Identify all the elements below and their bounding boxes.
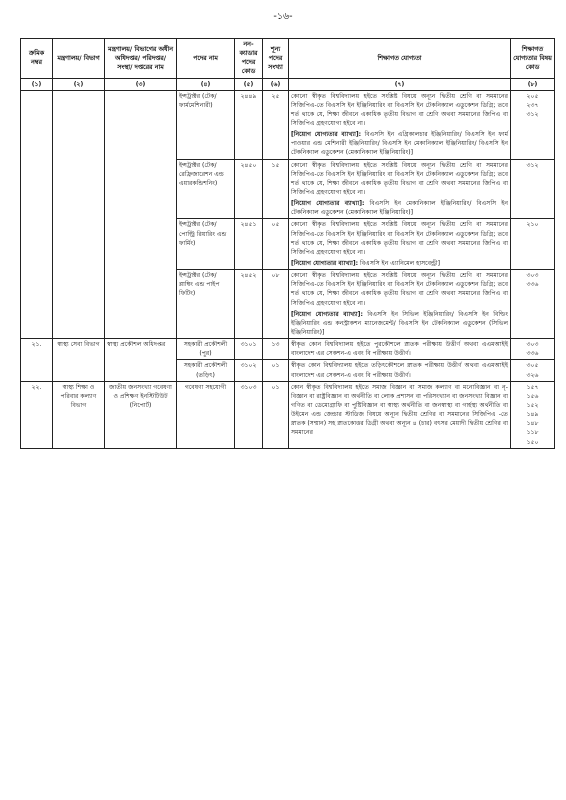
post-code: ৩১০১ (235, 339, 263, 360)
ministry-name: স্বাস্থ্য সেবা বিভাগ (53, 339, 105, 382)
subject-codes (511, 339, 555, 360)
header-serial: ক্রমিক নম্বর (21, 39, 53, 79)
qualification (289, 270, 511, 339)
qualification-text: স্বীকৃত কোন বিশ্ববিদ্যালয় হইতে তড়িৎকৌশলে স্নাতক পরীক্ষায় উত্তীর্ণ অথবা এএমআইই বাংলাদেশ এর সেকশন-এ এবং বি পরীক্ষায় উত্তীর্ণ। (291, 362, 508, 379)
subject-code: ৩২৬ (526, 371, 539, 379)
office-name: স্বাস্থ্য প্রকৌশল অধিদপ্তর (105, 339, 177, 382)
post-code: ৩১০২ (235, 360, 263, 381)
note-text: বিএসসি ইন মেকানিক্যাল ইঞ্জিনিয়ারিং/ বিএসসি ইন টেকনিক্যাল এডুকেশন (মেকানিক্যাল ইঞ্জিনিয়ারিং)] (291, 200, 508, 217)
subject-code: ৩১২ (526, 110, 539, 118)
subject-codes (511, 90, 555, 159)
qualification-text: স্বীকৃত কোন বিশ্ববিদ্যালয় হইতে পুরকৌশলে স্নাতক পরীক্ষায় উত্তীর্ণ অথবা এএমআইই বাংলাদেশ এর সেকশন-এ এবং বি পরীক্ষায় উত্তীর্ণ। (291, 341, 508, 358)
serial-number: ২২. (21, 381, 53, 448)
subject-codes (511, 360, 555, 381)
vacancy-count: ২৫ (263, 90, 289, 159)
subject-code: ২১০ (526, 221, 539, 229)
subject-codes (511, 159, 555, 219)
qualification (289, 159, 511, 219)
header-post: পদের নাম (177, 39, 235, 79)
subject-code: ১৫২ (526, 402, 539, 409)
ministry-cell-empty (53, 90, 105, 339)
qualification-note (291, 310, 508, 337)
post-code: ২৪৪৯ (235, 90, 263, 159)
post-name: গবেষণা সহযোগী (177, 381, 235, 448)
header-office: মন্ত্রণালয়/ বিভাগের অধীন অধিদপ্তর/ পরিদপ্তর/ সংস্থা/ দপ্তরের নাম (105, 39, 177, 79)
requirements-table (20, 38, 555, 449)
subject-code: ১৪৮ (526, 420, 539, 428)
post-name: ইন্সট্রাক্টর (টেক/ ফার্মমেশিনারী) (177, 90, 235, 159)
qualification (289, 90, 511, 159)
qualification (289, 360, 511, 381)
vacancy-count: ০১ (263, 381, 289, 448)
note-label: [নিয়োগ যোগ্যতার ব্যাখ্যা]: (291, 131, 362, 139)
post-code: ৩১০৩ (235, 381, 263, 448)
note-text: বিএসসি ইন এ্যানিমেল হাসবেন্ড্রী] (360, 260, 441, 268)
vacancy-count: ০১ (263, 360, 289, 381)
vacancy-count: ১৫ (263, 159, 289, 219)
note-label: [নিয়োগ যোগ্যতার ব্যাখ্যা]: (291, 200, 365, 208)
ministry-name: স্বাস্থ্য শিক্ষা ও পরিবার কল্যাণ বিভাগ (53, 381, 105, 448)
table-row (21, 339, 555, 360)
subject-code: ১৫৬ (526, 392, 539, 400)
post-code: ২৪৫১ (235, 219, 263, 270)
post-name: সহকারী প্রকৌশলী (পুর) (177, 339, 235, 360)
post-name: ইন্সট্রাক্টর (টেক/ রেফ্রিজারেশন এন্ড এয়ারকন্ডিশনিং) (177, 159, 235, 219)
page-number: -১৬- (273, 11, 293, 22)
col-index: (৮) (511, 78, 555, 90)
subject-code: ১৫০ (526, 438, 539, 446)
col-index: (৭) (289, 78, 511, 90)
note-label: [নিয়োগ যোগ্যতার ব্যাখ্যা]: (291, 260, 359, 268)
note-text: বিএসসি ইন সিভিল ইঞ্জিনিয়ারিং/ বিএসসি ইন বিল্ডিং ইঞ্জিনিয়ারিং এন্ড কনস্ট্রাকশন ম্যানেজমেন্ট/ বিএসসি ইন টেকনিক্যাল এডুকেশন (সিভিল ইঞ্জিনিয়ারিং)] (291, 310, 508, 337)
qualification (289, 381, 511, 448)
subject-code: ৩৩৬ (526, 281, 539, 289)
office-name: জাতীয় জনসংখ্যা গবেষণা ও প্রশিক্ষণ ইনস্টিটিউট (নিপোর্ট) (105, 381, 177, 448)
subject-code: ২৩৭ (526, 101, 539, 109)
subject-code: ৩০৩ (526, 341, 539, 349)
header-ministry: মন্ত্রণালয়/ বিভাগ (53, 39, 105, 79)
subject-code: ১৪৯ (526, 411, 539, 419)
subject-codes (511, 219, 555, 270)
column-index-row (21, 78, 555, 90)
table-row (21, 381, 555, 448)
vacancy-count: ১৩ (263, 339, 289, 360)
office-cell-empty (105, 90, 177, 339)
post-name: সহকারী প্রকৌশলী (তড়িৎ) (177, 360, 235, 381)
serial-number: ২১. (21, 339, 53, 382)
subject-code: ৩০৩ (526, 272, 539, 280)
col-index: (৩) (105, 78, 177, 90)
qualification-note (291, 199, 508, 217)
subject-code: ৩০৫ (526, 362, 539, 370)
note-text: বিএসসি ইন এগ্রিকালচার ইঞ্জিনিয়ারিং/ বিএসসি ইন ফার্ম পাওয়ার এন্ড মেশিনারী ইঞ্জিনিয়ারিং/ বিএসসি ইন মেকানিক্যাল ইঞ্জিনিয়ারিং/ বিএসসি ইন টেকনিক্যাল এডুকেশন (মেকানিক্যাল ইঞ্জিনিয়ারিং)] (291, 131, 508, 157)
subject-codes (511, 381, 555, 448)
header-row (21, 39, 555, 79)
subject-code: ৩৩৬ (526, 350, 539, 358)
qualification-text: কোন স্বীকৃত বিশ্ববিদ্যালয় হইতে সমাজ বিজ্ঞান বা সমাজ কল্যাণ বা মনোবিজ্ঞান বা নৃ-বিজ্ঞান বা রাষ্ট্রবিজ্ঞান বা অর্থনীতি বা লোক প্রশাসন বা পরিসংখ্যান বা জনসংখ্যা বিজ্ঞান বা গণিত বা ডেমোগ্রাফি বা পুষ্টিবিজ্ঞান বা স্বাস্থ্য অর্থনীতি বা জনস্বাস্থ্য বা গার্হস্থ্য অর্থনীতি বা উইমেন এন্ড জেন্ডার স্টাডিজ বিষয়ে অন্যূন দ্বিতীয় শ্রেণির বা সমমানের সিজিপিএ -তে স্নাতক (সম্মান) সহ স্নাতকোত্তর ডিগ্রী অথবা অন্যূন ৪ (চার) বৎসর মেয়াদী দ্বিতীয় শ্রেণির বা সমমানের (291, 383, 508, 437)
qualification (289, 219, 511, 270)
note-label: [নিয়োগ যোগ্যতার ব্যাখ্যা]: (291, 310, 363, 318)
header-subject-code: শিক্ষাগত যোগ্যতার বিষয় কোড (511, 39, 555, 79)
header-qualification: শিক্ষাগত যোগ্যতা (289, 39, 511, 79)
subject-codes (511, 270, 555, 339)
qualification-note (291, 130, 508, 157)
vacancy-count: ০৮ (263, 270, 289, 339)
post-name: ইন্সট্রাক্টর (টেক/ পোল্ট্রি রিয়ারিং এন্ড ফার্মিং) (177, 219, 235, 270)
qualification-text: কোনো স্বীকৃত বিশ্ববিদ্যালয় হইতে সংশ্লিষ্ট বিষয়ে অন্যূন দ্বিতীয় শ্রেণি বা সমমানের সিজিপিএ-তে বিএসসি ইন ইঞ্জিনিয়ারিং বা বিএসসি ইন টেকনিক্যাল এডুকেশন ডিগ্রি; তবে শর্ত থাকে যে, শিক্ষা জীবনে একাধিক তৃতীয় বিভাগ বা শ্রেণি অথবা সমমানের জিপিএ বা সিজিপিএ গ্রহণযোগ্য হইবে না। (291, 272, 508, 307)
subject-code: ১১৮ (526, 429, 539, 437)
col-index: (১) (21, 78, 53, 90)
qualification-text: কোনো স্বীকৃত বিশ্ববিদ্যালয় হইতে সংশ্লিষ্ট বিষয়ে অন্যূন দ্বিতীয় শ্রেণি বা সমমানের সিজিপিএ-তে বিএসসি ইন ইঞ্জিনিয়ারিং বা বিএসসি ইন টেকনিক্যাল এডুকেশন ডিগ্রি; তবে শর্ত থাকে যে, শিক্ষা জীবনে একাধিক তৃতীয় বিভাগ বা শ্রেণি অথবা সমমানের জিপিএ বা সিজিপিএ গ্রহণযোগ্য হইবে না। (291, 161, 508, 197)
subject-code: ১৫৭ (526, 383, 539, 391)
qualification (289, 339, 511, 360)
vacancy-count: ০৫ (263, 219, 289, 270)
col-index: (২) (53, 78, 105, 90)
serial-cell-empty (21, 90, 53, 339)
post-code: ২৪৫০ (235, 159, 263, 219)
subject-code: ২০৫ (526, 92, 539, 100)
col-index: (৪) (177, 78, 235, 90)
qualification-text: কোনো স্বীকৃত বিশ্ববিদ্যালয় হইতে সংশ্লিষ্ট বিষয়ে অন্যূন দ্বিতীয় শ্রেণি বা সমমানের সিজিপিএ-তে বিএসসি ইন ইঞ্জিনিয়ারিং বা বিএসসি ইন টেকনিক্যাল এডুকেশন ডিগ্রি; তবে শর্ত থাকে যে, শিক্ষা জীবনে একাধিক তৃতীয় বিভাগ বা শ্রেণি অথবা সমমানের জিপিএ বা সিজিপিএ গ্রহণযোগ্য হইবে না। (291, 92, 508, 128)
post-code: ২৪৫২ (235, 270, 263, 339)
post-name: ইন্সট্রাক্টর (টেক/ প্লাম্বিং এন্ড পাইপ ফিটিং) (177, 270, 235, 339)
qualification-text: কোনো স্বীকৃত বিশ্ববিদ্যালয় হইতে সংশ্লিষ্ট বিষয়ে অন্যূন দ্বিতীয় শ্রেণি বা সমমানের সিজিপিএ-তে বিএসসি ইন ইঞ্জিনিয়ারিং বা বিএসসি ইন টেকনিক্যাল এডুকেশন ডিগ্রি; তবে শর্ত থাকে যে, শিক্ষা জীবনে একাধিক তৃতীয় বিভাগ বা শ্রেণি অথবা সমমানের জিপিএ বা সিজিপিএ গ্রহণযোগ্য হইবে না। (291, 221, 508, 256)
header-post-code: নন-ক্যাডার পদের কোড (235, 39, 263, 79)
col-index: (৬) (263, 78, 289, 90)
table-row (21, 90, 555, 159)
header-vacancy: শূন্য পদের সংখ্যা (263, 39, 289, 79)
qualification-note (291, 259, 508, 268)
subject-code: ৩১২ (526, 161, 539, 169)
col-index: (৫) (235, 78, 263, 90)
